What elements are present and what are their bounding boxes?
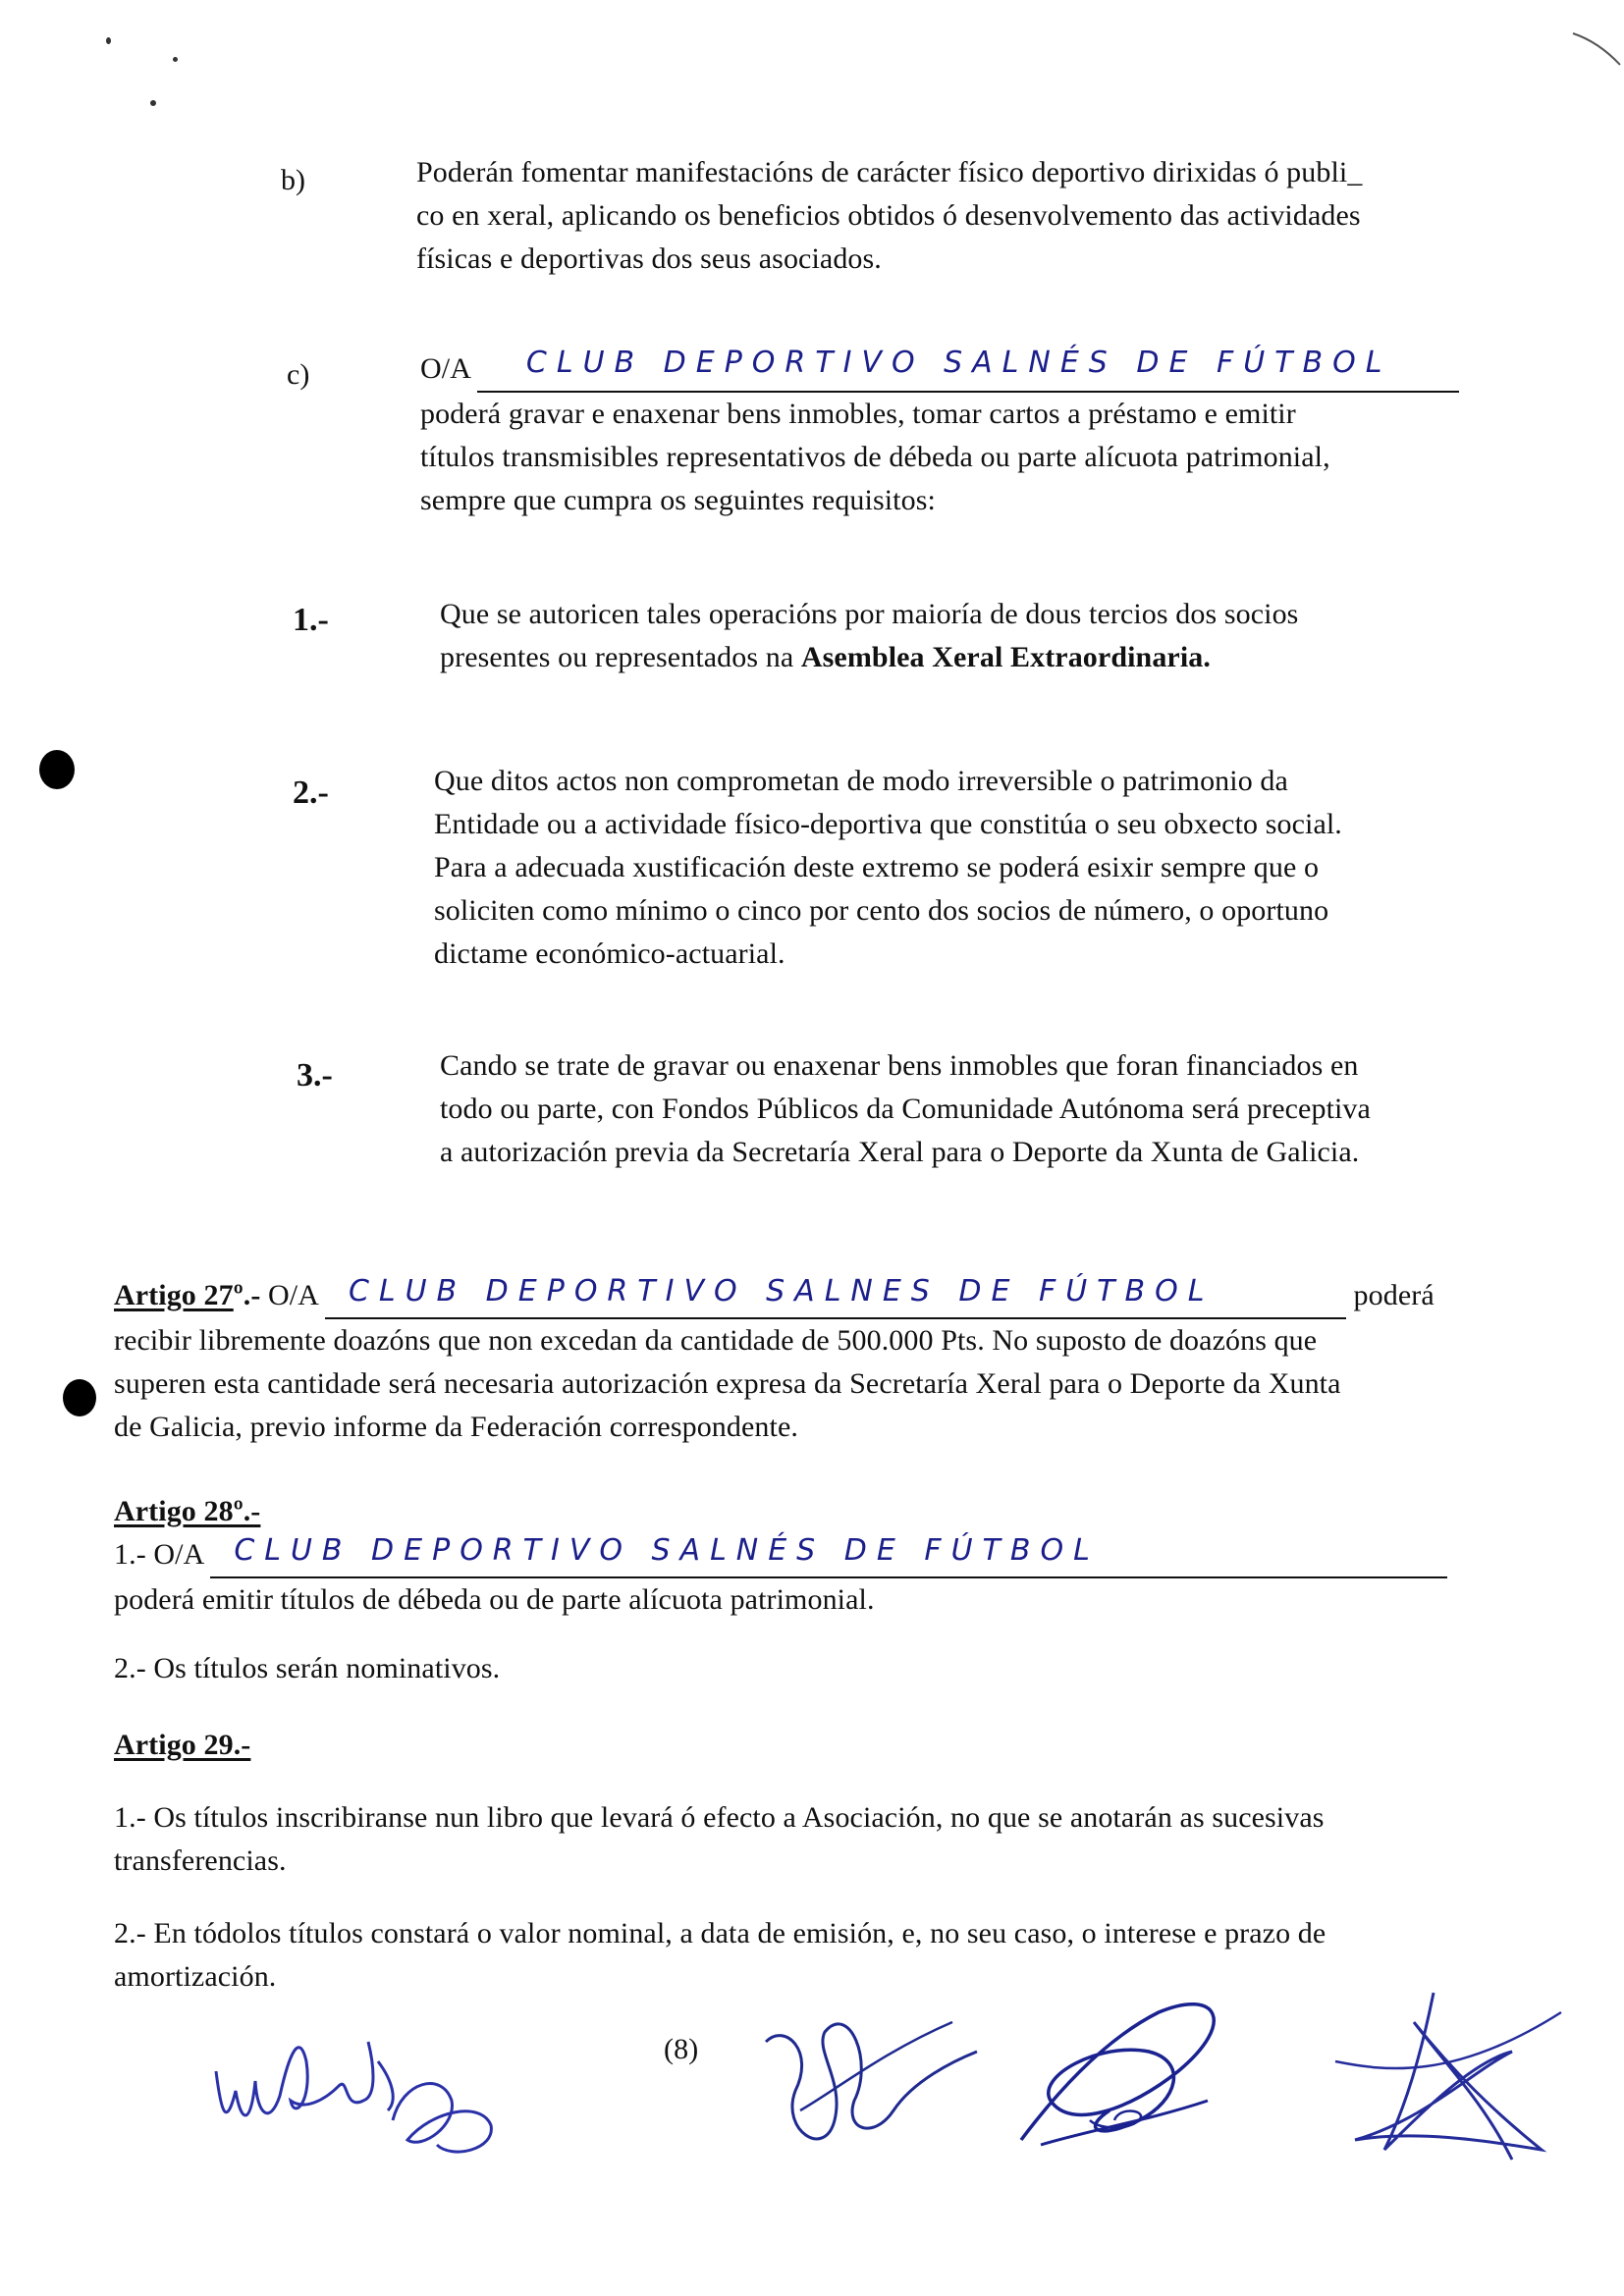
clause-c-line: sempre que cumpra os seguintes requisitos: xyxy=(420,484,936,516)
punch-hole-mark xyxy=(63,1379,96,1416)
article-27-name-blank xyxy=(325,1274,1346,1319)
article-29-item1-line: 1.- Os títulos inscribiranse nun libro que levará ó efecto a Asociación, no que se anotarán as sucesivas xyxy=(114,1801,1325,1834)
requirement-1-plain: presentes ou representados na xyxy=(440,641,801,673)
requirement-1-bold: Asemblea Xeral Extraordinaria. xyxy=(800,641,1211,673)
article-27-first-line xyxy=(114,1274,1489,1319)
article-28 xyxy=(114,1490,1489,1690)
clause-c-prefix: O/A xyxy=(420,352,470,385)
handwritten-club-name: CLUB DEPORTIVO SALNÉS DE FÚTBOL xyxy=(525,346,1392,380)
article-27-line: recibir libremente doazóns que non excedan da cantidade de 500.000 Pts. No suposto de doazóns que xyxy=(114,1324,1318,1357)
clause-c-line: poderá gravar e enaxenar bens inmobles, tomar cartos a préstamo e emitir xyxy=(420,398,1296,430)
requirement-2-line: Que ditos actos non comprometan de modo irreversible o patrimonio da xyxy=(434,765,1288,797)
article-29 xyxy=(114,1724,1508,1999)
clause-b-line: físicas e deportivas dos seus asociados. xyxy=(416,242,882,275)
scan-speck xyxy=(173,57,178,62)
article-29-item1-line: transferencias. xyxy=(114,1844,287,1877)
article-27-line1-end: poderá xyxy=(1353,1279,1435,1311)
requirement-1-line: Que se autoricen tales operacións por maioría de dous tercios dos socios xyxy=(440,598,1299,630)
requirement-3-line: a autorización previa da Secretaría Xeral para o Deporte da Xunta de Galicia. xyxy=(440,1136,1360,1168)
article-28-name-blank xyxy=(210,1533,1447,1578)
article-28-heading: Artigo 28º.- xyxy=(114,1495,261,1527)
article-27-line: de Galicia, previo informe da Federación correspondente. xyxy=(114,1411,798,1443)
requirement-2-line: Para a adecuada xustificación deste extremo se poderá esixir sempre que o xyxy=(434,851,1320,883)
article-28-item1-first-line xyxy=(114,1533,1489,1578)
page-number: (8) xyxy=(664,2033,699,2065)
requirement-2-text xyxy=(434,760,1485,976)
article-27-heading-suffix: º.- xyxy=(233,1279,269,1311)
article-27-heading: Artigo 27 xyxy=(114,1279,234,1311)
clause-b-line: co en xeral, aplicando os beneficios obtidos ó desenvolvemento das actividades xyxy=(416,199,1361,232)
article-29-item2-line: 2.- En tódolos títulos constará o valor nominal, a data de emisión, e, no seu caso, o interese e prazo de xyxy=(114,1917,1326,1949)
clause-c-text xyxy=(420,347,1481,522)
requirement-3-line: todo ou parte, con Fondos Públicos da Comunidade Autónoma será preceptiva xyxy=(440,1093,1371,1125)
requirement-2-label: 2.- xyxy=(293,774,329,811)
signature-1 xyxy=(196,2002,511,2169)
signature-2 xyxy=(756,1993,982,2169)
requirement-1-line xyxy=(440,636,1481,679)
requirement-2-line: Entidade ou a actividade físico-deportiva que constitúa o seu obxecto social. xyxy=(434,808,1342,840)
requirement-2-line: soliciten como mínimo o cinco por cento dos socios de número, o oportuno xyxy=(434,894,1329,927)
requirement-3-label: 3.- xyxy=(297,1057,333,1094)
clause-b-label: b) xyxy=(281,164,305,196)
clause-c-first-line xyxy=(420,347,1481,393)
requirement-2-line: dictame económico-actuarial. xyxy=(434,937,785,970)
clause-b-text xyxy=(416,151,1477,281)
handwritten-club-name: CLUB DEPORTIVO SALNÉS DE FÚTBOL xyxy=(234,1533,1100,1568)
scan-corner-artifact xyxy=(1571,29,1624,69)
requirement-3-line: Cando se trate de gravar ou enaxenar bens inmobles que foran financiados en xyxy=(440,1049,1359,1082)
article-27 xyxy=(114,1274,1489,1449)
signature-3 xyxy=(982,1983,1276,2169)
signature-4 xyxy=(1316,1983,1571,2179)
article-28-item1-line2: poderá emitir títulos de débeda ou de parte alícuota patrimonial. xyxy=(114,1583,875,1616)
requirement-3-text xyxy=(440,1044,1490,1174)
clause-b-line: Poderán fomentar manifestacións de carácter físico deportivo dirixidas ó publi_ xyxy=(416,156,1363,188)
requirement-1-text xyxy=(440,593,1481,679)
article-29-item2-line: amortización. xyxy=(114,1960,277,1993)
clause-c-name-blank xyxy=(477,347,1459,393)
scan-speck xyxy=(106,37,111,44)
article-28-item2: 2.- Os títulos serán nominativos. xyxy=(114,1652,501,1684)
handwritten-club-name: CLUB DEPORTIVO SALNES DE FÚTBOL xyxy=(348,1274,1215,1308)
scan-speck xyxy=(150,100,156,106)
article-27-prefix: O/A xyxy=(268,1279,318,1311)
clause-c-label: c) xyxy=(287,358,310,391)
requirement-1-label: 1.- xyxy=(293,602,329,638)
article-28-item1-prefix: 1.- O/A xyxy=(114,1538,203,1571)
punch-hole-mark xyxy=(39,750,75,789)
article-27-line: superen esta cantidade será necesaria autorización expresa da Secretaría Xeral para o Deporte da Xunta xyxy=(114,1367,1341,1400)
article-29-heading: Artigo 29.- xyxy=(114,1729,251,1761)
clause-c-line: títulos transmisibles representativos de débeda ou parte alícuota patrimonial, xyxy=(420,441,1330,473)
